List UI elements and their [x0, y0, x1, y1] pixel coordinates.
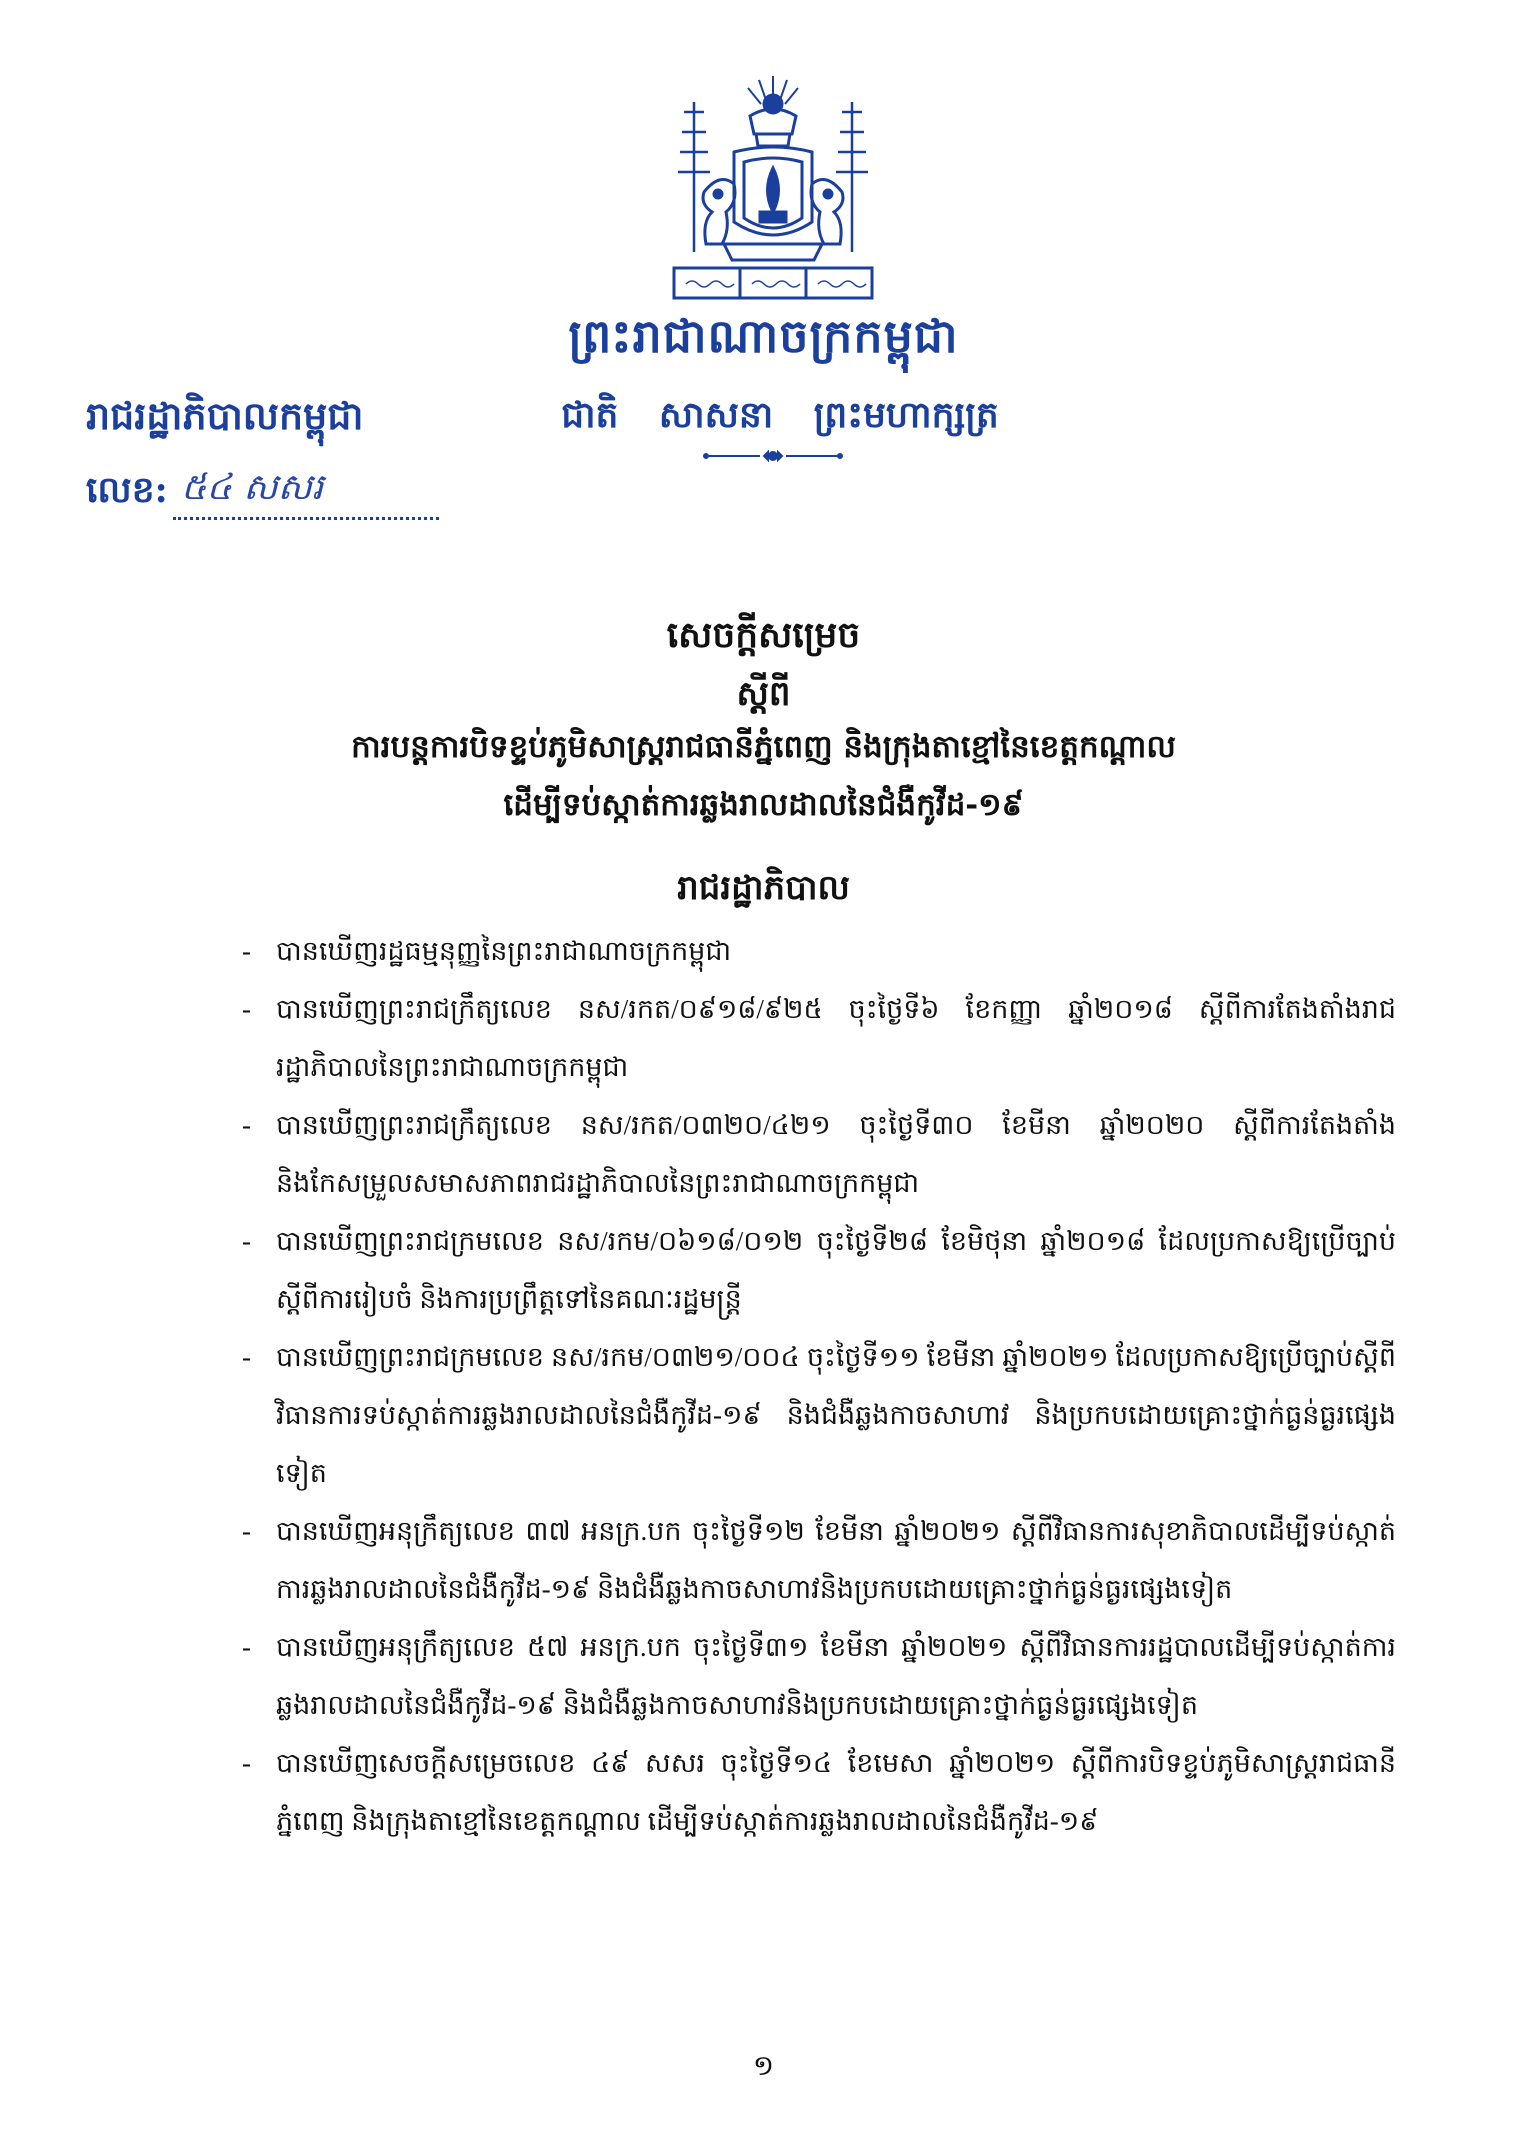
issuer-heading: រាជរដ្ឋាភិបាល	[677, 868, 850, 908]
motto-king: ព្រះមហាក្សត្រ	[813, 394, 999, 436]
subject-line-1: ការបន្តការបិទខ្ទប់ភូមិសាស្ត្ររាជធានីភ្នំពេញ និងក្រុងតាខ្មៅនៃខេត្តកណ្តាល	[351, 729, 1176, 765]
preamble-item: - បានឃើញអនុក្រឹត្យលេខ ៣៧ អនក្រ.បក ចុះថ្ងៃទី១២ ខែមីនា ឆ្នាំ២០២១ ស្តីពីវិធានការសុខាភិបាលដើម្បីទប់ស្កាត់ការឆ្លងរាលដាលនៃជំងឺកូវីដ-១៩ និងជំងឺឆ្លងកាចសាហាវនិងប្រកបដោយគ្រោះថ្នាក់ធ្ងន់ធ្ងរផ្សេងទៀត	[258, 1502, 1396, 1618]
preamble-list	[258, 922, 1396, 1850]
preamble-item: - បានឃើញអនុក្រឹត្យលេខ ៥៧ អនក្រ.បក ចុះថ្ងៃទី៣១ ខែមីនា ឆ្នាំ២០២១ ស្តីពីវិធានការរដ្ឋបាលដើម្បីទប់ស្កាត់ការឆ្លងរាលដាលនៃជំងឺកូវីដ-១៩ និងជំងឺឆ្លងកាចសាហាវនិងប្រកបដោយគ្រោះថ្នាក់ធ្ងន់ធ្ងរផ្សេងទៀត	[258, 1618, 1396, 1734]
government-name: រាជរដ្ឋាភិបាលកម្ពុជា	[86, 393, 364, 438]
preamble-item: - បានឃើញព្រះរាជក្រឹត្យលេខ នស/រកត/០៣២០/៤២១ ចុះថ្ងៃទី៣០ ខែមីនា ឆ្នាំ២០២០ ស្តីពីការតែងតាំង និងកែសម្រួលសមាសភាពរាជរដ្ឋាភិបាលនៃព្រះរាជាណាចក្រកម្ពុជា	[258, 1096, 1396, 1212]
kingdom-title: ព្រះរាជាណាចក្រកម្ពុជា	[568, 309, 959, 363]
national-motto	[520, 392, 1040, 445]
motto-religion: សាសនា	[658, 394, 774, 436]
document-type: សេចក្តីសម្រេច	[666, 614, 861, 656]
preamble-item: - បានឃើញព្រះរាជក្រមលេខ នស/រកម/០៣២១/០០៤ ចុះថ្ងៃទី១១ ខែមីនា ឆ្នាំ២០២១ ដែលប្រកាសឱ្យប្រើច្បាប់ស្តីពីវិធានការទប់ស្កាត់ការឆ្លងរាលដាលនៃជំងឺកូវីដ-១៩ និងជំងឺឆ្លងកាចសាហាវ និងប្រកបដោយគ្រោះថ្នាក់ធ្ងន់ធ្ងរផ្សេងទៀត	[258, 1328, 1396, 1502]
subject-label: ស្តីពី	[736, 674, 791, 714]
preamble-item: - បានឃើញព្រះរាជក្រមលេខ នស/រកម/០៦១៨/០១២ ចុះថ្ងៃទី២៨ ខែមិថុនា ឆ្នាំ២០១៨ ដែលប្រកាសឱ្យប្រើច្បាប់ស្តីពីការរៀបចំ និងការប្រព្រឹត្តទៅនៃគណៈរដ្ឋមន្ត្រី	[258, 1212, 1396, 1328]
preamble-item: - បានឃើញព្រះរាជក្រឹត្យលេខ នស/រកត/០៩១៨/៩២៥ ចុះថ្ងៃទី៦ ខែកញ្ញា ឆ្នាំ២០១៨ ស្តីពីការតែងតាំងរាជរដ្ឋាភិបាលនៃព្រះរាជាណាចក្រកម្ពុជា	[258, 980, 1396, 1096]
reference-label: លេខ:	[86, 469, 168, 511]
motto-nation: ជាតិ	[561, 394, 619, 436]
reference-line	[86, 464, 439, 514]
ornament-divider	[702, 448, 844, 464]
subject-line-2: ដើម្បីទប់ស្កាត់ការឆ្លងរាលដាលនៃជំងឺកូវីដ-១៩	[503, 787, 1024, 823]
preamble-item: - បានឃើញសេចក្តីសម្រេចលេខ ៤៩ សសរ ចុះថ្ងៃទី១៤ ខែមេសា ឆ្នាំ២០២១ ស្តីពីការបិទខ្ទប់ភូមិសាស្ត្ររាជធានីភ្នំពេញ និងក្រុងតាខ្មៅនៃខេត្តកណ្តាល ដើម្បីទប់ស្កាត់ការឆ្លងរាលដាលនៃជំងឺកូវីដ-១៩	[258, 1734, 1396, 1850]
royal-emblem	[664, 72, 882, 308]
reference-number: ៥៤ សសរ	[173, 464, 439, 520]
preamble-item: - បានឃើញរដ្ឋធម្មនុញ្ញនៃព្រះរាជាណាចក្រកម្ពុជា	[258, 922, 1396, 980]
page-number: ១	[752, 2051, 775, 2082]
